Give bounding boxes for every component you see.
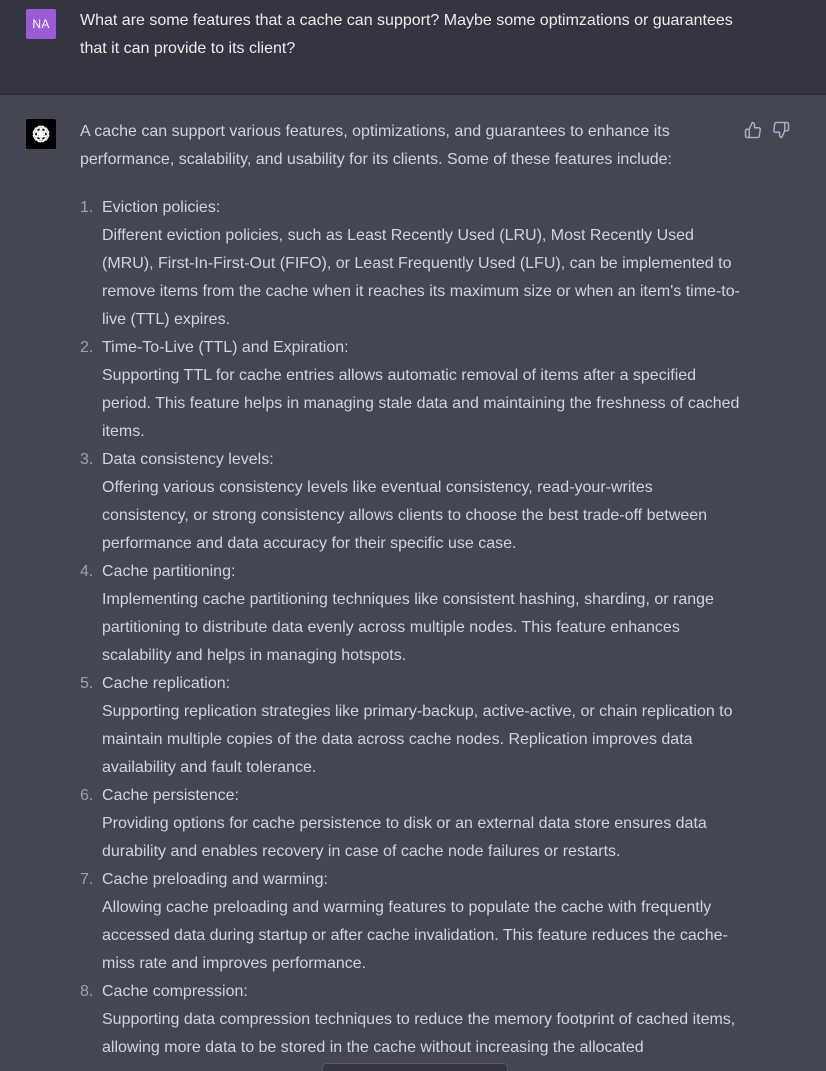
list-item <box>80 194 740 334</box>
feature-description: Supporting replication strategies like primary-backup, active-active, or chain replication to maintain multiple copies of the data across cache nodes. Replication improves data availability and fault tolerance. <box>102 703 733 776</box>
assistant-avatar <box>26 119 56 149</box>
list-number: 8. <box>80 983 94 1000</box>
openai-logo-icon <box>30 123 52 145</box>
list-number: 3. <box>80 451 94 468</box>
list-item <box>80 558 740 670</box>
feature-title: Data consistency levels: <box>102 451 274 468</box>
list-number: 6. <box>80 787 94 804</box>
assistant-message-row <box>0 95 826 1070</box>
list-number: 2. <box>80 339 94 356</box>
list-item <box>80 978 740 1062</box>
list-item <box>80 670 740 782</box>
list-item <box>80 334 740 446</box>
list-item <box>80 866 740 978</box>
user-avatar: NA <box>26 9 56 39</box>
assistant-intro: A cache can support various features, optimizations, and guarantees to enhance its performance, scalability, and usability for its clients. Some of these features include: <box>80 123 672 168</box>
list-number: 4. <box>80 563 94 580</box>
feature-description: Supporting TTL for cache entries allows automatic removal of items after a specified period. This feature helps in managing stale data and maintaining the freshness of cached items. <box>102 367 740 440</box>
list-number: 7. <box>80 871 94 888</box>
feature-title: Cache persistence: <box>102 787 239 804</box>
list-item <box>80 446 740 558</box>
feature-title: Cache compression: <box>102 983 248 1000</box>
feature-description: Implementing cache partitioning techniques like consistent hashing, sharding, or range partitioning to distribute data evenly across multiple nodes. This feature enhances scalability and helps in managing hotspots. <box>102 591 714 664</box>
feature-description: Supporting data compression techniques to reduce the memory footprint of cached items, allowing more data to be stored in the cache without increasing the allocated <box>102 1011 736 1056</box>
list-number: 5. <box>80 675 94 692</box>
feature-title: Cache replication: <box>102 675 231 692</box>
thumbs-up-icon <box>744 121 762 139</box>
feature-description: Different eviction policies, such as Least Recently Used (LRU), Most Recently Used (MRU), First-In-First-Out (FIFO), or Least Frequently Used (LFU), can be implemented to remove items from the cache when it reaches its maximum size or when an item's time-to-live (TTL) expires. <box>102 227 740 328</box>
feature-description: Offering various consistency levels like eventual consistency, read-your-writes consistency, or strong consistency allows clients to choose the best trade-off between performance and data accuracy for their specific use case. <box>102 479 708 552</box>
feature-list <box>80 194 740 1062</box>
feature-title: Cache preloading and warming: <box>102 871 328 888</box>
feature-title: Cache partitioning: <box>102 563 236 580</box>
feature-title: Time-To-Live (TTL) and Expiration: <box>102 339 349 356</box>
assistant-message-content <box>80 118 740 1062</box>
user-message-row <box>0 0 826 95</box>
thumbs-down-icon <box>772 121 790 139</box>
like-button[interactable] <box>744 121 762 144</box>
list-number: 1. <box>80 199 94 216</box>
feature-description: Allowing cache preloading and warming features to populate the cache with frequently accessed data during startup or after cache invalidation. This feature reduces the cache-miss rate and improves performance. <box>102 899 728 972</box>
dislike-button[interactable] <box>772 121 790 144</box>
user-message-text: What are some features that a cache can support? Maybe some optimzations or guarantees that it can provide to its client? <box>80 12 733 57</box>
feature-title: Eviction policies: <box>102 199 221 216</box>
list-item <box>80 782 740 866</box>
feature-description: Providing options for cache persistence to disk or an external data store ensures data durability and enables recovery in case of cache node failures or restarts. <box>102 815 707 860</box>
